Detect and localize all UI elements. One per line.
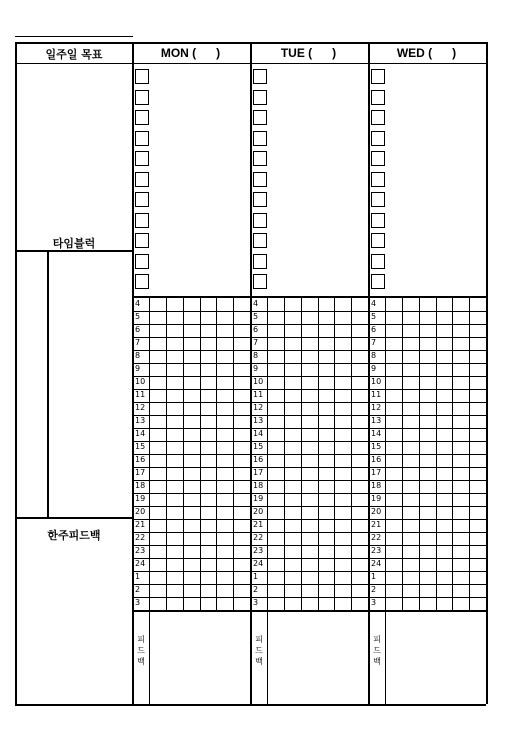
- goal-checkbox[interactable]: [135, 131, 149, 146]
- hour-label: 3: [135, 598, 141, 607]
- wednesday-header: WED ( ): [396, 46, 457, 60]
- hour-label: 12: [135, 403, 146, 412]
- hour-row-divider: [368, 337, 486, 338]
- feedback-label-char: 드: [255, 646, 263, 655]
- hour-label: 13: [253, 416, 264, 425]
- feedback-label-char: 피: [255, 635, 263, 644]
- hour-row-divider: [250, 493, 368, 494]
- hour-label: 19: [371, 494, 382, 503]
- hour-row-divider: [250, 506, 368, 507]
- timeblock-bottom: [132, 610, 486, 612]
- hour-label: 12: [253, 403, 264, 412]
- hour-label: 7: [253, 338, 259, 347]
- goal-checkbox[interactable]: [135, 254, 149, 269]
- hour-row-divider: [368, 350, 486, 351]
- hour-row-divider: [368, 506, 486, 507]
- timeblock-top: [132, 296, 486, 298]
- hour-row-divider: [368, 493, 486, 494]
- hour-label: 1: [253, 572, 259, 581]
- hour-row-divider: [250, 441, 368, 442]
- hour-label: 22: [253, 533, 264, 542]
- hour-label: 20: [253, 507, 264, 516]
- goal-checkbox[interactable]: [371, 274, 385, 289]
- goal-checkbox[interactable]: [135, 274, 149, 289]
- hour-row-divider: [250, 532, 368, 533]
- hour-row-divider: [368, 441, 486, 442]
- hour-row-divider: [132, 584, 250, 585]
- feedback-label: [370, 634, 384, 667]
- goal-checkbox[interactable]: [371, 69, 385, 84]
- hour-label: 14: [371, 429, 382, 438]
- goal-checkbox[interactable]: [135, 192, 149, 207]
- frame-bottom: [15, 704, 486, 706]
- feedback-label-char: 백: [255, 657, 263, 666]
- goal-checkbox[interactable]: [253, 233, 267, 248]
- hour-label: 18: [371, 481, 382, 490]
- hour-label: 17: [135, 468, 146, 477]
- hour-label: 10: [135, 377, 146, 386]
- hour-row-divider: [368, 311, 486, 312]
- hour-label: 15: [253, 442, 264, 451]
- hour-row-divider: [132, 493, 250, 494]
- goal-checkbox[interactable]: [253, 69, 267, 84]
- hour-row-divider: [250, 558, 368, 559]
- hour-row-divider: [368, 597, 486, 598]
- hour-label: 12: [371, 403, 382, 412]
- goal-checkbox[interactable]: [371, 110, 385, 125]
- goal-checkbox[interactable]: [253, 172, 267, 187]
- hour-row-divider: [132, 519, 250, 520]
- hour-row-divider: [132, 389, 250, 390]
- hour-label: 9: [253, 364, 259, 373]
- hour-label: 5: [371, 312, 377, 321]
- hour-label: 4: [135, 299, 141, 308]
- hour-row-divider: [132, 558, 250, 559]
- hour-label: 21: [371, 520, 382, 529]
- goal-checkbox[interactable]: [371, 213, 385, 228]
- hour-row-divider: [250, 337, 368, 338]
- feedback-label-divider: [385, 610, 386, 704]
- hour-row-divider: [250, 597, 368, 598]
- hour-label: 22: [371, 533, 382, 542]
- hour-row-divider: [132, 324, 250, 325]
- hour-row-divider: [250, 454, 368, 455]
- hour-row-divider: [250, 376, 368, 377]
- weekly-feedback-label: 한주피드백: [47, 529, 101, 542]
- hour-label: 23: [371, 546, 382, 555]
- goal-checkbox[interactable]: [135, 233, 149, 248]
- hour-row-divider: [368, 480, 486, 481]
- hour-row-divider: [132, 363, 250, 364]
- feedback-label: [134, 634, 148, 667]
- hour-row-divider: [250, 571, 368, 572]
- hour-label: 16: [135, 455, 146, 464]
- hour-row-divider: [250, 584, 368, 585]
- goal-checkbox[interactable]: [371, 172, 385, 187]
- hour-label: 8: [135, 351, 141, 360]
- time-block-label: 타임블럭: [52, 237, 96, 250]
- hour-label: 16: [371, 455, 382, 464]
- hour-label: 11: [371, 390, 382, 399]
- hour-label: 9: [371, 364, 377, 373]
- hour-row-divider: [132, 454, 250, 455]
- hour-label: 21: [135, 520, 146, 529]
- hour-row-divider: [368, 545, 486, 546]
- goal-checkbox[interactable]: [253, 254, 267, 269]
- hour-label: 17: [253, 468, 264, 477]
- hour-row-divider: [250, 311, 368, 312]
- hour-label: 6: [135, 325, 141, 334]
- hour-label: 15: [371, 442, 382, 451]
- goal-checkbox[interactable]: [135, 213, 149, 228]
- hour-label: 20: [135, 507, 146, 516]
- hour-label: 2: [371, 585, 377, 594]
- hour-label: 5: [253, 312, 259, 321]
- hour-label: 1: [371, 572, 377, 581]
- hour-row-divider: [250, 350, 368, 351]
- hour-row-divider: [250, 480, 368, 481]
- hour-row-divider: [250, 324, 368, 325]
- hour-label: 22: [135, 533, 146, 542]
- hour-row-divider: [250, 519, 368, 520]
- goal-checkbox[interactable]: [135, 151, 149, 166]
- hour-label: 3: [371, 598, 377, 607]
- hour-label: 2: [135, 585, 141, 594]
- hour-label: 24: [253, 559, 264, 568]
- hour-row-divider: [250, 389, 368, 390]
- hour-label: 8: [253, 351, 259, 360]
- hour-row-divider: [368, 532, 486, 533]
- feedback-label-char: 드: [137, 646, 145, 655]
- hour-label: 23: [253, 546, 264, 555]
- hour-label: 10: [253, 377, 264, 386]
- feedback-label-divider: [267, 610, 268, 704]
- hour-row-divider: [368, 571, 486, 572]
- hour-label: 19: [253, 494, 264, 503]
- goal-checkbox[interactable]: [135, 172, 149, 187]
- goal-checkbox[interactable]: [135, 90, 149, 105]
- hour-label: 3: [253, 598, 259, 607]
- goal-checkbox[interactable]: [135, 69, 149, 84]
- hour-row-divider: [132, 415, 250, 416]
- hour-label: 24: [135, 559, 146, 568]
- hour-row-divider: [132, 350, 250, 351]
- hour-row-divider: [132, 467, 250, 468]
- hour-row-divider: [368, 584, 486, 585]
- hour-row-divider: [368, 324, 486, 325]
- goal-checkbox[interactable]: [253, 213, 267, 228]
- hour-label: 21: [253, 520, 264, 529]
- hour-row-divider: [250, 428, 368, 429]
- goal-checkbox[interactable]: [135, 110, 149, 125]
- hour-label: 1: [135, 572, 141, 581]
- hour-row-divider: [132, 545, 250, 546]
- feedback-label-char: 피: [373, 635, 381, 644]
- hour-row-divider: [250, 415, 368, 416]
- hour-label: 15: [135, 442, 146, 451]
- hour-label: 6: [253, 325, 259, 334]
- hour-label: 2: [253, 585, 259, 594]
- tuesday-header: TUE ( ): [280, 46, 337, 60]
- goal-checkbox[interactable]: [253, 90, 267, 105]
- feedback-label-char: 백: [137, 657, 145, 666]
- hour-label: 23: [135, 546, 146, 555]
- hour-label: 18: [253, 481, 264, 490]
- hour-label: 19: [135, 494, 146, 503]
- top-rule: [15, 36, 133, 37]
- hour-row-divider: [368, 428, 486, 429]
- hour-label: 5: [135, 312, 141, 321]
- goal-checkbox[interactable]: [253, 151, 267, 166]
- hour-label: 7: [135, 338, 141, 347]
- goal-checkbox[interactable]: [371, 151, 385, 166]
- feedback-label-divider: [149, 610, 150, 704]
- goal-checkbox[interactable]: [253, 131, 267, 146]
- hour-row-divider: [132, 376, 250, 377]
- hour-label: 24: [371, 559, 382, 568]
- hour-row-divider: [132, 441, 250, 442]
- hour-label: 16: [253, 455, 264, 464]
- goal-checkbox[interactable]: [371, 131, 385, 146]
- hour-row-divider: [132, 402, 250, 403]
- hour-label: 13: [371, 416, 382, 425]
- hour-label: 11: [135, 390, 146, 399]
- hour-label: 17: [371, 468, 382, 477]
- hour-row-divider: [368, 376, 486, 377]
- hour-row-divider: [250, 467, 368, 468]
- frame-left: [15, 42, 17, 704]
- hour-row-divider: [132, 428, 250, 429]
- hour-row-divider: [250, 402, 368, 403]
- hour-row-divider: [132, 480, 250, 481]
- hour-label: 6: [371, 325, 377, 334]
- hour-row-divider: [368, 519, 486, 520]
- hour-label: 7: [371, 338, 377, 347]
- left-divider-feedback: [15, 517, 132, 519]
- goal-checkbox[interactable]: [253, 274, 267, 289]
- goal-checkbox[interactable]: [371, 254, 385, 269]
- hour-label: 11: [253, 390, 264, 399]
- feedback-label-char: 피: [137, 635, 145, 644]
- hour-row-divider: [132, 532, 250, 533]
- hour-label: 20: [371, 507, 382, 516]
- hour-row-divider: [368, 402, 486, 403]
- hour-label: 4: [253, 299, 259, 308]
- hour-label: 14: [135, 429, 146, 438]
- weekly-goal-label: 일주일 목표: [45, 48, 103, 61]
- hour-label: 10: [371, 377, 382, 386]
- hour-row-divider: [132, 571, 250, 572]
- goal-checkbox[interactable]: [253, 110, 267, 125]
- hour-row-divider: [132, 311, 250, 312]
- hour-label: 9: [135, 364, 141, 373]
- hour-row-divider: [368, 363, 486, 364]
- hour-row-divider: [132, 597, 250, 598]
- hour-row-divider: [132, 506, 250, 507]
- feedback-label: [252, 634, 266, 667]
- hour-row-divider: [368, 415, 486, 416]
- feedback-label-char: 백: [373, 657, 381, 666]
- hour-row-divider: [250, 363, 368, 364]
- hour-label: 8: [371, 351, 377, 360]
- hour-row-divider: [368, 558, 486, 559]
- monday-header: MON ( ): [160, 46, 221, 60]
- hour-label: 14: [253, 429, 264, 438]
- hour-row-divider: [368, 454, 486, 455]
- hour-row-divider: [132, 337, 250, 338]
- goal-checkbox[interactable]: [253, 192, 267, 207]
- hour-row-divider: [368, 389, 486, 390]
- goal-checkbox[interactable]: [371, 192, 385, 207]
- frame-right: [486, 42, 488, 704]
- hour-label: 18: [135, 481, 146, 490]
- hour-row-divider: [250, 545, 368, 546]
- goal-checkbox[interactable]: [371, 233, 385, 248]
- feedback-label-char: 드: [373, 646, 381, 655]
- timeblock-inner-divider: [47, 250, 49, 517]
- goal-checkbox[interactable]: [371, 90, 385, 105]
- hour-row-divider: [368, 467, 486, 468]
- hour-label: 4: [371, 299, 377, 308]
- hour-label: 13: [135, 416, 146, 425]
